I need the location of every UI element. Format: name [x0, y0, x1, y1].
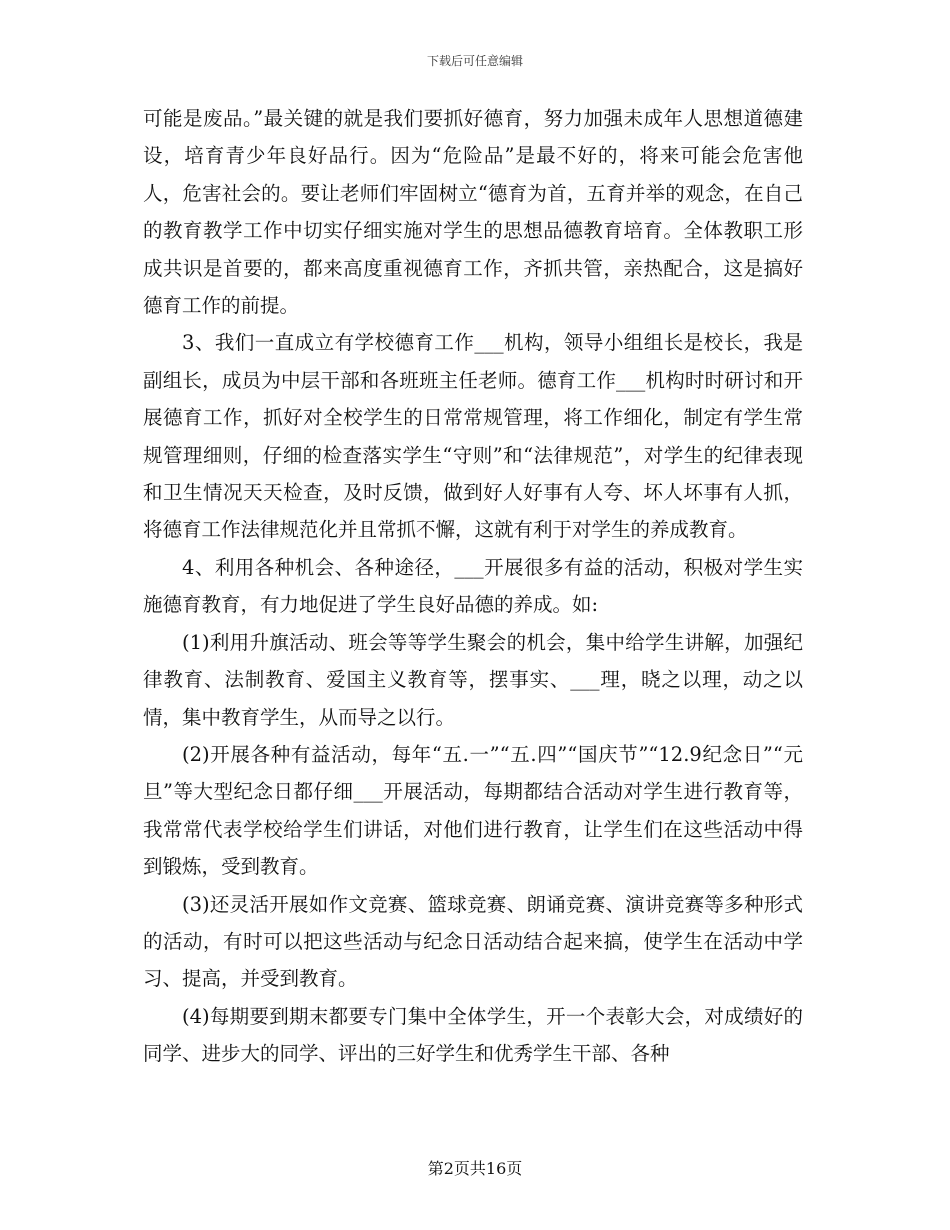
- paragraph: 3、我们一直成立有学校德育工作___机构，领导小组组长是校长，我是副组长，成员为中层干部和各班班主任老师。德育工作___机构时时研讨和开展德育工作，抓好对全校学生的日常常规管理，将工作细化，制定有学生常规管理细则，仔细的检查落实学生“守则”和“法律规范”，对学生的纪律表现和卫生情况天天检查，及时反馈，做到好人好事有人夸、坏人坏事有人抓，将德育工作法律规范化并且常抓不懈，这就有利于对学生的养成教育。: [143, 331, 803, 542]
- paragraph: (1)利用升旗活动、班会等等学生聚会的机会，集中给学生讲解，加强纪律教育、法制教育、爱国主义教育等，摆事实、___理，晓之以理，动之以情，集中教育学生，从而导之以行。: [143, 630, 803, 729]
- page-number: 第2页共16页: [427, 1159, 523, 1178]
- header-note: 下载后可任意编辑: [426, 54, 523, 68]
- body-text: [143, 100, 803, 1073]
- paragraph: (3)还灵活开展如作文竞赛、篮球竞赛、朗诵竞赛、演讲竞赛等多种形式的活动，有时可以把这些活动与纪念日活动结合起来搞，使学生在活动中学习、提高，并受到教育。: [143, 892, 803, 991]
- paragraph: 可能是废品。”最关键的就是我们要抓好德育，努力加强未成年人思想道德建设，培育青少年良好品行。因为“危险品”是最不好的，将来可能会危害他人，危害社会的。要让老师们牢固树立“德育为首，五育并举的观念，在自己的教育教学工作中切实仔细实施对学生的思想品德教育培育。全体教职工形成共识是首要的，都来高度重视德育工作，齐抓共管，亲热配合，这是搞好德育工作的前提。: [143, 107, 803, 318]
- paragraph: 4、利用各种机会、各种途径，___开展很多有益的活动，积极对学生实施德育教育，有力地促进了学生良好品德的养成。如:: [143, 555, 803, 617]
- paragraph: (4)每期要到期末都要专门集中全体学生，开一个表彰大会，对成绩好的同学、进步大的同学、评出的三好学生和优秀学生干部、各种: [143, 1004, 803, 1066]
- paragraph: (2)开展各种有益活动，每年“五.一”“五.四”“国庆节”“12.9纪念日”“元旦”等大型纪念日都仔细___开展活动，每期都结合活动对学生进行教育等，我常常代表学校给学生们讲话，对他们进行教育，让学生们在这些活动中得到锻炼，受到教育。: [143, 742, 803, 879]
